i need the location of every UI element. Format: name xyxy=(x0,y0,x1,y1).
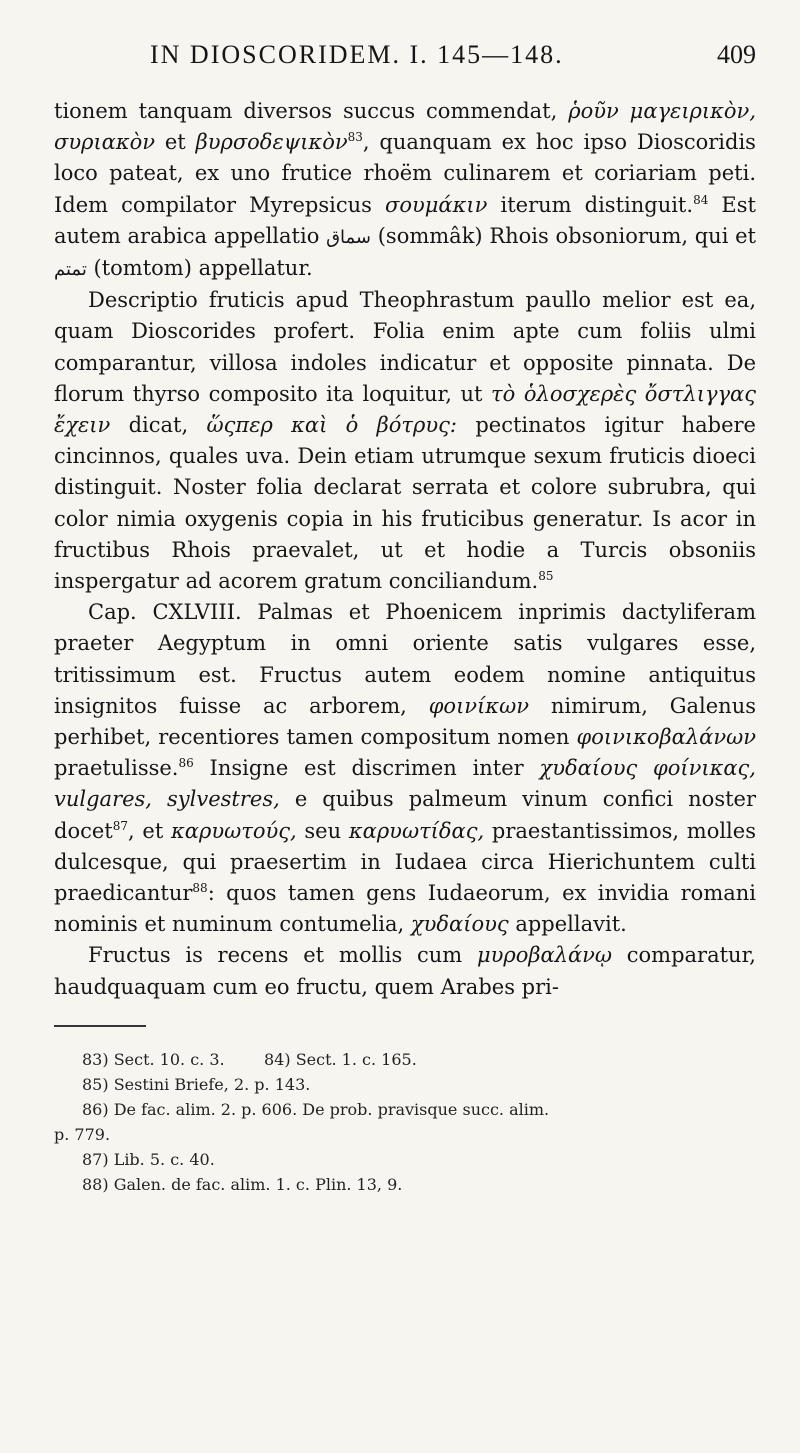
greek-term: ὥςπερ καὶ ὁ βότρυς: xyxy=(206,413,458,438)
footnote-divider xyxy=(54,1025,146,1027)
text-run: e quibus palmeum vinum confici noster docet xyxy=(54,787,756,843)
text-run: iterum distinguit. xyxy=(500,192,694,217)
footnote-84: 84) Sect. 1. c. 165. xyxy=(264,1049,417,1069)
paragraph-theophrastus xyxy=(54,285,756,597)
paragraph-rhus-culinary xyxy=(54,96,756,285)
greek-term: συριακὸν xyxy=(54,130,156,155)
text-run: tionem tanquam diversos succus commendat, xyxy=(54,99,558,123)
page-number: 409 xyxy=(717,40,756,69)
arabic-term: تمتم xyxy=(54,259,87,281)
italic-term: vulgares, sylvestres, xyxy=(54,787,280,812)
text-run: (tomtom) appellatur. xyxy=(93,256,313,281)
text-run: comparatur, haudquaquam cum eo fructu, quem Arabes pri- xyxy=(54,943,756,999)
paragraph-cap-148 xyxy=(54,597,756,940)
footnote-86-continued: p. 779. xyxy=(54,1124,111,1144)
greek-term: φοινίκων xyxy=(428,693,529,718)
text-run: seu xyxy=(304,818,342,843)
footnote-85: 85) Sestini Briefe, 2. p. 143. xyxy=(82,1074,311,1094)
text-run: Cap. CXLVIII. Palmas et Phoenicem inprimis dactyliferam praeter Aegyptum in omni oriente satis vulgares esse, tritissimum est. Fructus autem eodem nomine antiquitus insignitos fuisse ac arborem, xyxy=(54,600,756,718)
footnote-ref: 84 xyxy=(693,192,709,207)
footnote-87: 87) Lib. 5. c. 40. xyxy=(82,1149,215,1169)
text-run: Fructus is recens et mollis cum xyxy=(88,943,463,968)
footnote-ref: 87 xyxy=(112,818,128,833)
footnote-88: 88) Galen. de fac. alim. 1. c. Plin. 13, 9. xyxy=(82,1174,403,1194)
greek-term: καρυωτούς, xyxy=(171,818,297,843)
text-run: appellavit. xyxy=(515,912,627,937)
text-run: Descriptio fruticis apud Theophrastum paullo melior est ea, quam Dioscorides profert. Folia enim apte cum foliis ulmi comparantur, villosa indoles indicatur et opposite pinnata. De florum thyrso composito ita loquitur, ut xyxy=(54,288,756,406)
greek-term: τὸ ὁλοσχερὲς ὄστλιγγας ἔχειν xyxy=(54,381,756,438)
text-run: Est autem arabica appellatio xyxy=(54,192,756,248)
footnote-ref: 86 xyxy=(178,756,194,771)
text-run: praestantissimos, molles dulcesque, qui praesertim in Iudaea circa Hierichuntem culti praedicantur xyxy=(54,818,756,906)
text-run: dicat, xyxy=(128,413,189,438)
footnote-ref: 88 xyxy=(192,881,208,896)
text-run: nimirum, Galenus perhibet, recentiores tamen compositum nomen xyxy=(54,693,756,750)
paragraph-fructus xyxy=(54,940,756,1002)
greek-term: σουμάκιν xyxy=(385,192,488,217)
text-run: Insigne est discrimen inter xyxy=(193,756,524,781)
main-text xyxy=(54,96,756,1003)
footnote-83: 83) Sect. 10. c. 3. xyxy=(82,1049,225,1069)
text-run: : quos tamen gens Iudaeorum, ex invidia romani nominis et numinum contumelia, xyxy=(54,881,756,937)
greek-term: φοινικοβαλάνων xyxy=(576,725,756,750)
footnotes xyxy=(54,1047,756,1197)
text-run: , quanquam ex hoc ipso Dioscoridis loco pateat, ex uno frutice rhoëm culinarem et coriariam peti. Idem compilator Myrepsicus xyxy=(54,130,756,217)
greek-term: μυροβαλάνῳ xyxy=(476,943,613,968)
text-run: et xyxy=(164,130,186,155)
greek-term: βυρσοδεψικὸν xyxy=(195,130,348,155)
arabic-term: سماق xyxy=(326,226,372,248)
running-head: IN DIOSCORIDEM. I. 145—148. xyxy=(150,40,564,69)
greek-term: χυδαίους φοίνικας, xyxy=(539,756,756,781)
text-run: (sommâk) Rhois obsoniorum, qui et xyxy=(377,223,756,248)
text-run: praetulisse. xyxy=(54,756,179,781)
text-run: pectinatos igitur habere cincinnos, quales uva. Dein etiam utrumque sexum fruticis dioeci distinguit. Noster folia declarat serrata et colore subrubra, qui color nimia oxygenis copia in his fruticibus generatur. Is acor in fructibus Rhois praevalet, ut et hodie a Turcis obsoniis inspergatur ad acorem gratum conciliandum. xyxy=(54,413,756,594)
text-run: , et xyxy=(128,818,164,843)
footnote-row xyxy=(82,1047,756,1072)
greek-term: ῥοῦν μαγειρικὸν, xyxy=(568,99,756,123)
greek-term: χυδαίους xyxy=(410,912,509,937)
greek-term: καρυωτίδας, xyxy=(348,818,485,843)
page-header xyxy=(54,36,756,88)
footnote-ref: 85 xyxy=(538,569,554,584)
footnote-ref: 83 xyxy=(347,130,363,145)
footnote-86: 86) De fac. alim. 2. p. 606. De prob. pravisque succ. alim. xyxy=(82,1099,550,1119)
